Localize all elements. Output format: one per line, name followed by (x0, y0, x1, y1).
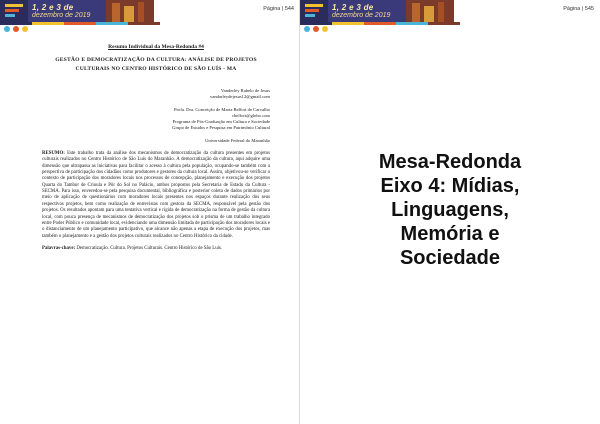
article-title-line-1: GESTÃO E DEMOCRATIZAÇÃO DA CULTURA: ANÁLISE DE PROJETOS (55, 57, 257, 63)
keywords-text: Democratização. Cultura. Projetos Culturais. Centro Histórico de São Luís. (76, 245, 223, 251)
author-name: Profa. Dra. Conceição de Maria Belfort de Carvalho (173, 106, 270, 112)
session-title (300, 150, 600, 270)
author-block (42, 88, 270, 144)
event-logo-icon (0, 0, 28, 22)
abstract-label: RESUMO: (42, 151, 65, 157)
affiliation-group: Grupo de Estudos e Pesquisa em Patrimônio Cultural (172, 125, 270, 131)
banner-color-strip (300, 22, 460, 25)
sponsor-icon (22, 26, 28, 32)
event-date-block (328, 0, 406, 22)
keywords-label: Palavras-chave: (42, 245, 76, 251)
city-skyline-icon (106, 0, 154, 22)
session-title-line: Sociedade (399, 247, 501, 269)
article-title-line-2: CULTURAIS NO CENTRO HISTÓRICO DE SÃO LUÍS - MA (75, 66, 237, 72)
sponsor-icons (4, 26, 28, 34)
event-logo-icon (300, 0, 328, 22)
document-page-right (300, 0, 600, 424)
page-number: Página | 545 (563, 6, 594, 12)
author-email: cbelfort@globo.com (231, 112, 270, 118)
affiliation-program: Programa de Pós-Graduação em Cultura e Sociedade (172, 119, 270, 125)
article-body (42, 44, 270, 252)
event-month-year: dezembro de 2019 (332, 11, 391, 19)
sponsor-icon (13, 26, 19, 32)
page-number: Página | 544 (263, 6, 294, 12)
session-title-line: Mesa-Redonda (378, 151, 522, 173)
session-title-line: Linguagens, (391, 199, 509, 221)
sponsor-icon (304, 26, 310, 32)
event-dates: 1, 2 e 3 de (32, 2, 74, 12)
session-title-line: Memória e (400, 223, 500, 245)
abstract (42, 151, 270, 240)
session-title-line: Eixo 4: Mídias, (380, 175, 520, 197)
sponsor-icons (304, 26, 328, 34)
author-name: Vanderley Rabelo de Jesus (220, 88, 270, 93)
keywords (42, 246, 270, 252)
affiliation-university: Universidade Federal do Maranhão (205, 137, 270, 143)
sponsor-icon (322, 26, 328, 32)
sponsor-icon (313, 26, 319, 32)
event-dates: 1, 2 e 3 de (332, 2, 374, 12)
banner-color-strip (0, 22, 160, 25)
section-label: Resumo Individual da Mesa-Redonda #4 (108, 44, 204, 50)
page-header-banner (0, 0, 300, 35)
city-skyline-icon (406, 0, 454, 22)
sponsor-icon (4, 26, 10, 32)
abstract-text: Este trabalho trata da análise dos mecanismos de democratização da cultura presentes em projetos culturais realizados no Centro Histórico de São Luís do Maranhão. A democratização da cultura, aqui adquire uma dimensão que ultrapassa as iniciativas para facilitar o acesso à cultura pela população, ocupando-se também com a perspectiva de participação dos cidadãos como produtores e gestores da cultura local. Assim, objetivou-se verificar o contexto de participação dos moradores locais nos processos de concepção, planejamento e execução dos projetos Quarta do Tambor de Crioula e Pôr do Sol no Palácio, ambos propostos pela Secretaria de Estado da Cultura - SECMA. Para isso, enveredou-se pela pesquisa documental, bibliográfica e posterior coleta de dados primários por meio de aplicação de questionários com moradores locais presentes nos espaços durante realização dos seus respectivos projetos, bem como realização de entrevistas com gestora da SECMA, responsável pela gestão dos projetos. Os resultados apontam para uma tentativa vertical e rígida de democratização na forma de gestão da cultura local, com pouca presença de mecanismos de democratização dos projetos sob o prisma de um trabalho integrado entre Poder Público e comunidade local, evidenciando uma dimensão limitada de participação dos moradores locais e o distanciamento de um planejamento participativo, que alcance não apenas a etapa de execução dos projetos, mas também o planejamento e a gestão dos projetos culturais realizados no Centro Histórico da cidade. (42, 151, 270, 239)
author-email: vandarleydejesus12@gmail.com (210, 94, 270, 100)
article-title (42, 56, 270, 74)
event-date-block (28, 0, 106, 22)
event-month-year: dezembro de 2019 (32, 11, 91, 19)
page-header-banner (300, 0, 600, 35)
